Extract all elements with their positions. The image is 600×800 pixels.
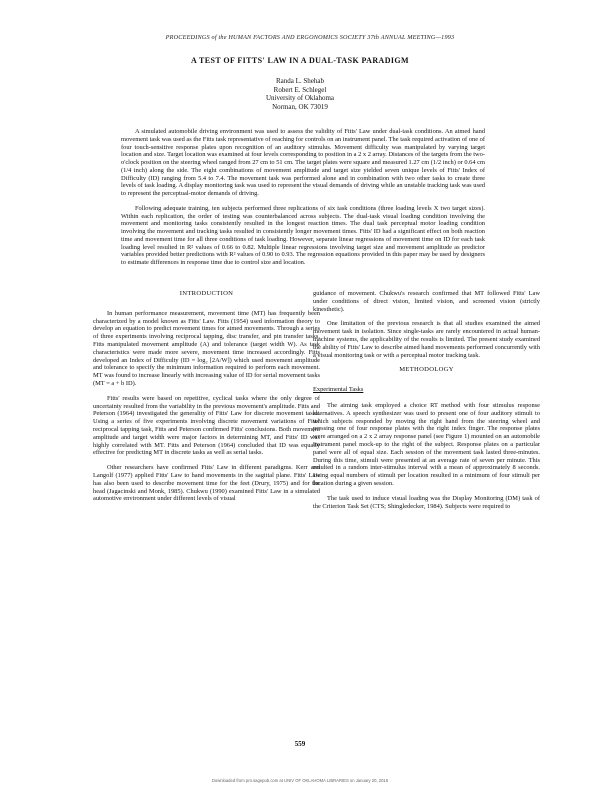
page-number: 559 <box>294 740 306 748</box>
abstract-paragraph: Following adequate training, ten subjects performed three replications of six task conditions (three loading levels X two target sizes). Within each replication, the order of testing was counterbalanced across subjects. The dual-task visual loading condition involving the movement and monitoring tasks consistently resulted in the longest reaction times. The dual task perceptual motor loading condition involving the movement and tracking tasks resulted in consistently longer movement times. Fitts' ID had a significant effect on both reaction time and movement time for all three conditions of task loading. However, separate linear regressions of movement time on ID for each task loading level resulted in R² values of 0.66 to 0.82. Multiple linear regressions involving target size and movement amplitude as predictor variables provided better predictions with R² values of 0.90 to 0.93. The regression equations provided in this paper may be used by designers to estimate differences in response time due to control size and location. <box>121 204 485 266</box>
body-paragraph: One limitation of the previous research is that all studies examined the aimed movement task in isolation. Since single-tasks are rarely encountered in actual human-machine systems, the applicability of the results is limited. The present study examined the ability of Fitts' Law to describe aimed hand movements performed concurrently with a visual monitoring task or with a perceptual motor tracking task. <box>313 320 540 359</box>
affiliation-line: Norman, OK 73019 <box>272 102 328 111</box>
section-heading-introduction: INTRODUCTION <box>179 290 234 297</box>
left-column <box>93 290 320 510</box>
body-paragraph: In human performance measurement, movement time (MT) has frequently been characterized by a model known as Fitts' Law. Fitts (1954) used information theory to develop an equation to predict movement times for aimed movements. Through a series of three experiments involving reciprocal tapping, disc transfer, and pin transfer tasks, Fitts manipulated movement amplitude (A) and tolerance (target width W). As task characteristics were made more severe, movement time increased accordingly. Fitts developed an Index of Difficulty (ID = log₂ [2A/W]) which used movement amplitude and tolerance to specify the minimum information required to perform each movement. MT was found to increase linearly with increasing value of ID for serial movement tasks (MT = a + b ID). <box>93 309 320 387</box>
affiliation-line: University of Oklahoma <box>265 94 335 103</box>
running-header: PROCEEDINGS of the HUMAN FACTORS AND ERGONOMICS SOCIETY 37th ANNUAL MEETING—1993 <box>165 34 455 41</box>
body-paragraph: Other researchers have confirmed Fitts' Law in different paradigms. Kerr and Langolf (1977) applied Fitts' Law to hand movements in the sagittal plane. Fitts' Law has also been used to describe movement time for the feet (Drury, 1975) and for the head (Jagacinski and Monk, 1985). Chukwu (1990) examined Fitts' Law in a simulated automotive environment under different levels of visual <box>93 464 320 503</box>
abstract-paragraph: A simulated automobile driving environment was used to assess the validity of Fitts' Law under dual-task conditions. An aimed hand movement task was used as the Fitts task representative of reaching for controls on an instrument panel. The task required activation of one of four touch-sensitive response plates upon recognition of an auditory stimulus. Movement difficulty was manipulated by varying target location and size. Target location was examined at four levels corresponding to position in a 2 x 2 array. Distances of the targets from the two-o'clock position on the steering wheel ranged from 27 cm to 51 cm. The target plates were square and measured 1.27 cm (1/2 inch) or 0.64 cm (1/4 inch) along the side. The eight combinations of movement amplitude and target size yielded seven unique levels of Fitts' Index of Difficulty (ID) ranging from 5.4 to 7.4. The movement task was performed alone and in combination with two other tasks to create three levels of task loading. A display monitoring task was used to represent the visual demands of driving while an unstable tracking task was used to represent the perceptual-motor demands of driving. <box>121 128 485 197</box>
body-paragraph: The aiming task employed a choice RT method with four stimulus response alternatives. A speech synthesizer was used to present one of four auditory stimuli to which subjects responded by moving the right hand from the steering wheel and pressing one of four response plates with the right index finger. The response plates were arranged on a 2 x 2 array response panel (see Figure 1) mounted on an automobile instrument panel mock-up to the right of the subject. Response plates on a particular panel were all of equal size. Each session of the movement task lasted three-minutes. During this time, stimuli were presented at an average rate of seven per minute. This resulted in a random inter-stimulus interval with a mean of approximately 8 seconds. Using equal numbers of stimuli per location resulted in a minimum of four stimuli per location during a given session. <box>313 401 540 487</box>
section-heading-methodology: METHODOLOGY <box>399 366 454 374</box>
abstract <box>121 128 485 274</box>
author-name: Randa L. Shehab <box>275 77 324 85</box>
download-footer: Downloaded from pro.sagepub.com at UNIV OF OKLAHOMA LIBRARIES on January 20, 2016 <box>211 778 389 783</box>
body-paragraph: guidance of movement. Chukwu's research confirmed that MT followed Fitts' Law under conditions of direct vision, limited vision, and screened vision (strictly kinesthetic). <box>313 290 540 313</box>
body-paragraph: The task used to induce visual loading was the Display Monitoring (DM) task of the Criterion Task Set (CTS; Shingledecker, 1984). Subjects were required to <box>313 494 540 510</box>
author-block <box>200 77 400 111</box>
paper-title: A TEST OF FITTS' LAW IN A DUAL-TASK PARADIGM <box>191 56 409 65</box>
subsection-heading: Experimental Tasks <box>313 386 364 394</box>
author-name: Robert E. Schlegel <box>273 85 327 94</box>
body-paragraph: Fitts' results were based on repetitive, cyclical tasks where the only degree of uncertainty resulted from the variability in the previous movement's amplitude. Fitts and Peterson (1964) investigated the generality of Fitts' Law for discrete movement tasks. Using a series of five experiments involving discrete movement variations of Fitts' reciprocal tapping task, Fitts and Peterson confirmed Fitts' conclusions. Both movement amplitude and target width were major factors in determining MT, and Fitts' ID was highly correlated with MT. Fitts and Peterson (1964) concluded that ID was equally effective for predicting MT in discrete tasks as well as serial tasks. <box>93 394 320 457</box>
right-column <box>313 290 540 517</box>
